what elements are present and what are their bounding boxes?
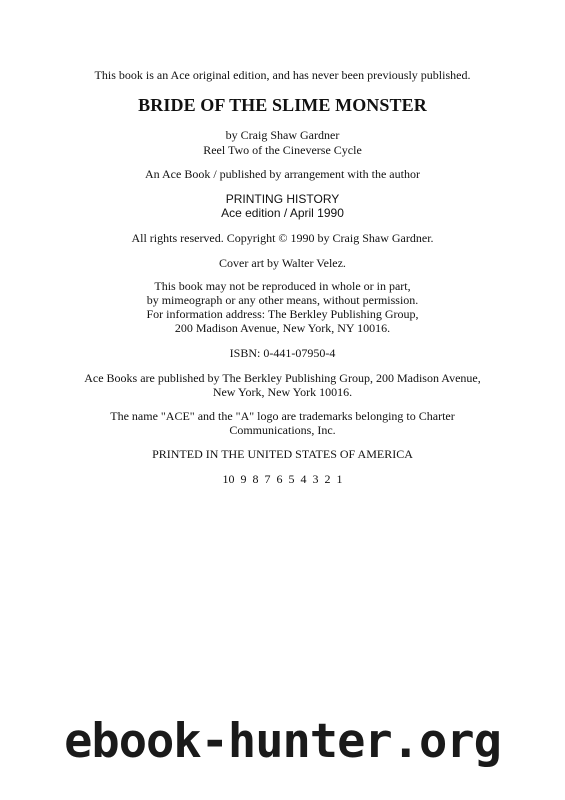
isbn: ISBN: 0-441-07950-4 [229,346,336,360]
trademark-line-2: Communications, Inc. [229,423,336,437]
publisher-info-line-2: New York, New York 10016. [212,385,353,399]
printing-history-edition: Ace edition / April 1990 [221,206,344,220]
reproduction-line-1: This book may not be reproduced in whole or in part, [154,279,411,293]
publisher-line: An Ace Book / published by arrangement with the author [145,167,420,181]
cover-art-credit: Cover art by Walter Velez. [219,256,346,270]
reproduction-line-2: by mimeograph or any other means, without permission. [146,293,419,307]
original-edition-notice: This book is an Ace original edition, and has never been previously published. [94,68,471,82]
publisher-info-line-1: Ace Books are published by The Berkley Publishing Group, 200 Madison Avenue, [84,371,481,385]
reproduction-line-3: For information address: The Berkley Publishing Group, [146,307,419,321]
copyright-notice: All rights reserved. Copyright © 1990 by Craig Shaw Gardner. [131,231,434,245]
reproduction-line-4: 200 Madison Avenue, New York, NY 10016. [174,321,391,335]
book-title: BRIDE OF THE SLIME MONSTER [138,95,427,115]
series-line: Reel Two of the Cineverse Cycle [203,143,362,157]
printing-history-heading: PRINTING HISTORY [225,192,340,206]
watermark: ebook-hunter.org [64,714,501,769]
print-line: 10 9 8 7 6 5 4 3 2 1 [222,472,343,486]
author-byline: by Craig Shaw Gardner [225,128,340,142]
trademark-line-1: The name "ACE" and the "A" logo are trademarks belonging to Charter [110,409,455,423]
printed-in: PRINTED IN THE UNITED STATES OF AMERICA [152,447,413,461]
